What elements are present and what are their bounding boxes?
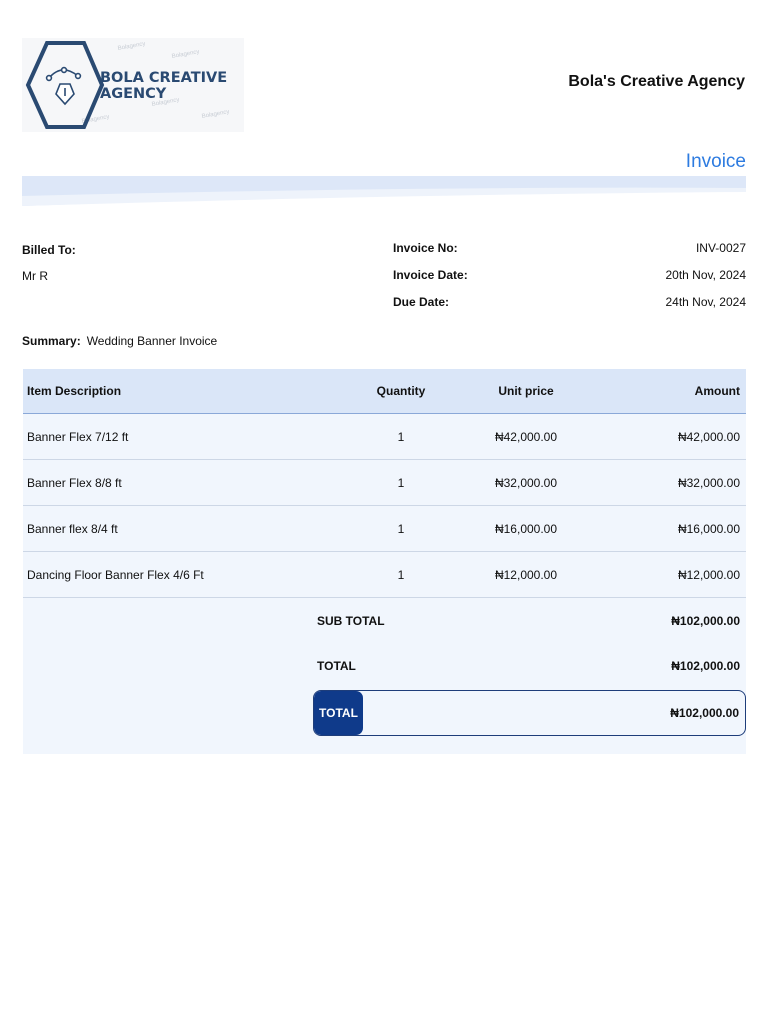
summary-line bbox=[22, 334, 217, 348]
item-unit-price: ₦42,000.00 bbox=[494, 429, 558, 444]
billed-to-name: Mr R bbox=[22, 269, 48, 283]
invoice-number-value: INV-0027 bbox=[695, 240, 746, 255]
item-unit-price: ₦16,000.00 bbox=[494, 521, 558, 536]
table-row bbox=[23, 460, 746, 506]
svg-text:Bolagency: Bolagency bbox=[151, 97, 180, 108]
item-description: Banner flex 8/4 ft bbox=[27, 521, 118, 536]
grand-total-box bbox=[313, 690, 746, 736]
item-description: Dancing Floor Banner Flex 4/6 Ft bbox=[27, 567, 204, 582]
subtotal-value: ₦102,000.00 bbox=[671, 614, 740, 628]
item-quantity: 1 bbox=[397, 429, 405, 444]
invoice-date-label: Invoice Date: bbox=[393, 267, 468, 282]
svg-text:Bolagency: Bolagency bbox=[171, 49, 200, 60]
summary-value: Wedding Banner Invoice bbox=[86, 334, 218, 348]
table-row bbox=[23, 506, 746, 552]
company-logo bbox=[22, 38, 244, 132]
item-amount: ₦32,000.00 bbox=[677, 475, 740, 490]
due-date-label: Due Date: bbox=[393, 294, 450, 309]
item-amount: ₦42,000.00 bbox=[677, 429, 740, 444]
table-header bbox=[23, 369, 746, 414]
billed-to-block bbox=[22, 243, 76, 283]
item-quantity: 1 bbox=[397, 521, 405, 536]
header-item-description: Item Description bbox=[27, 384, 122, 398]
invoice-meta bbox=[393, 234, 746, 315]
header-quantity: Quantity bbox=[376, 384, 426, 398]
item-quantity: 1 bbox=[397, 475, 405, 490]
invoice-date-row bbox=[393, 261, 746, 288]
summary-label: Summary: bbox=[22, 334, 81, 348]
svg-text:Bolagency: Bolagency bbox=[201, 109, 230, 120]
due-date-value: 24th Nov, 2024 bbox=[665, 294, 746, 309]
table-row bbox=[23, 552, 746, 598]
item-quantity: 1 bbox=[397, 567, 405, 582]
svg-text:AGENCY: AGENCY bbox=[100, 86, 167, 102]
invoice-number-row bbox=[393, 234, 746, 261]
company-name: Bola's Creative Agency bbox=[568, 73, 745, 90]
total-row bbox=[313, 656, 746, 676]
grand-total-label: TOTAL bbox=[314, 691, 363, 735]
total-value: ₦102,000.00 bbox=[671, 659, 740, 673]
header-unit-price: Unit price bbox=[498, 384, 554, 398]
item-unit-price: ₦12,000.00 bbox=[494, 567, 558, 582]
item-amount: ₦16,000.00 bbox=[677, 521, 740, 536]
total-label: TOTAL bbox=[317, 659, 356, 673]
item-unit-price: ₦32,000.00 bbox=[494, 475, 558, 490]
subtotal-label: SUB TOTAL bbox=[317, 614, 385, 628]
billed-to-label: Billed To: bbox=[22, 243, 76, 257]
grand-total-value: ₦102,000.00 bbox=[670, 706, 739, 720]
svg-text:Bolagency: Bolagency bbox=[81, 114, 110, 125]
item-description: Banner Flex 7/12 ft bbox=[27, 429, 129, 444]
document-title: Invoice bbox=[685, 151, 746, 172]
due-date-row bbox=[393, 288, 746, 315]
invoice-date-value: 20th Nov, 2024 bbox=[665, 267, 746, 282]
item-description: Banner Flex 8/8 ft bbox=[27, 475, 122, 490]
table-row bbox=[23, 414, 746, 460]
item-amount: ₦12,000.00 bbox=[677, 567, 740, 582]
header-amount: Amount bbox=[694, 384, 740, 398]
invoice-number-label: Invoice No: bbox=[393, 240, 458, 255]
header-wave-decoration bbox=[22, 176, 746, 206]
svg-text:Bolagency: Bolagency bbox=[117, 41, 146, 52]
subtotal-row bbox=[313, 611, 746, 631]
svg-text:BOLA CREATIVE: BOLA CREATIVE bbox=[100, 70, 228, 86]
